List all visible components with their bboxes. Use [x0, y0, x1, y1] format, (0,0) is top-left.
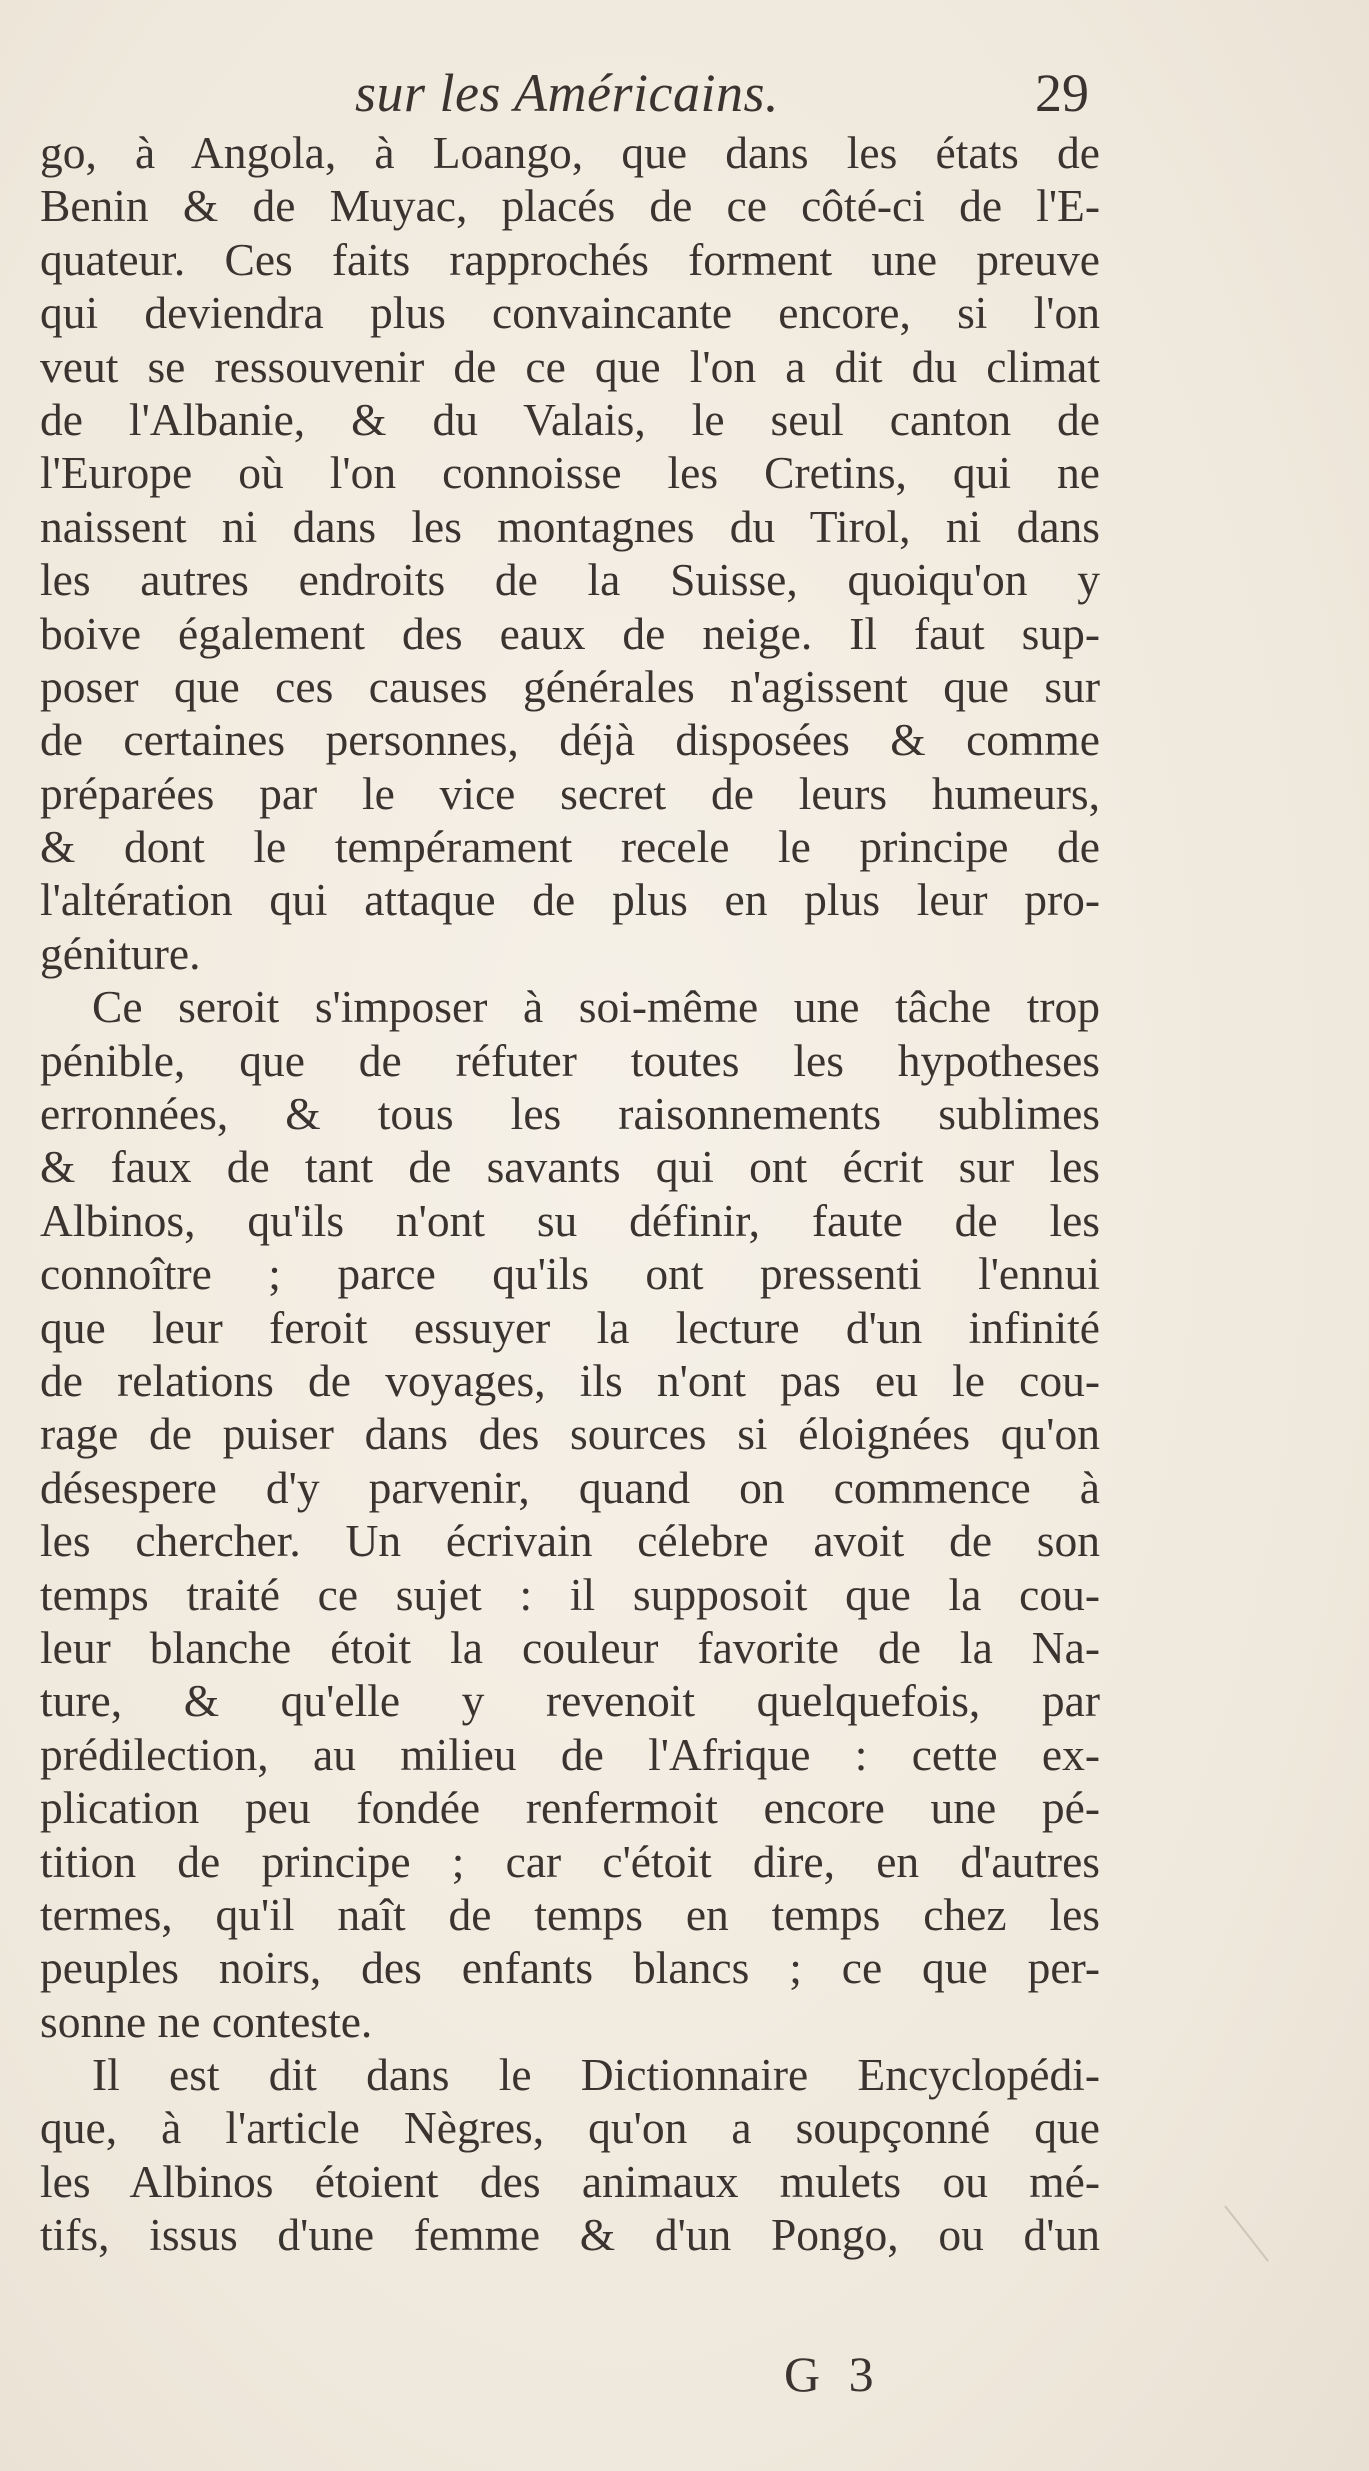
- text-line: pénible, que de réfuter toutes les hypotheses: [40, 1034, 1100, 1086]
- text-line: plication peu fondée renfermoit encore une pé-: [40, 1782, 1100, 1834]
- text-line: préparées par le vice secret de leurs humeurs,: [40, 767, 1100, 819]
- text-line: temps traité ce sujet : il supposoit que la cou-: [40, 1568, 1100, 1620]
- text-line: connoître ; parce qu'ils ont pressenti l'ennui: [40, 1248, 1100, 1300]
- signature-mark: G 3: [784, 2346, 882, 2402]
- text-line: ture, & qu'elle y revenoit quelquefois, par: [40, 1675, 1100, 1727]
- text-line: & faux de tant de savants qui ont écrit sur les: [40, 1141, 1100, 1193]
- text-line: & dont le tempérament recele le principe de: [40, 821, 1100, 873]
- text-line: veut se ressouvenir de ce que l'on a dit du climat: [40, 340, 1100, 392]
- margin-stroke: [1224, 2205, 1269, 2261]
- text-line: leur blanche étoit la couleur favorite de la Na-: [40, 1621, 1100, 1673]
- text-line: de l'Albanie, & du Valais, le seul canton de: [40, 393, 1100, 445]
- paragraph-start-line: Ce seroit s'imposer à soi-même une tâche trop: [92, 981, 1100, 1033]
- text-line: l'altération qui attaque de plus en plus leur pro-: [40, 874, 1100, 926]
- text-line: tition de principe ; car c'étoit dire, en d'autres: [40, 1835, 1100, 1887]
- text-line: Albinos, qu'ils n'ont su définir, faute de les: [40, 1194, 1100, 1246]
- text-line: go, à Angola, à Loango, que dans les états de: [40, 127, 1100, 178]
- text-line: Benin & de Muyac, placés de ce côté-ci de l'E-: [40, 180, 1100, 232]
- text-line: sonne ne conteste.: [40, 1995, 373, 2047]
- running-title: sur les Américains.: [355, 63, 779, 123]
- page-header: [0, 58, 1369, 128]
- text-line: prédilection, au milieu de l'Afrique : cette ex-: [40, 1728, 1100, 1780]
- text-line: tifs, issus d'une femme & d'un Pongo, ou d'un: [40, 2209, 1100, 2261]
- text-line: les autres endroits de la Suisse, quoiqu'on y: [40, 554, 1100, 606]
- text-line: erronnées, & tous les raisonnements sublimes: [40, 1088, 1100, 1140]
- text-line: peuples noirs, des enfants blancs ; ce que per-: [40, 1942, 1100, 1994]
- text-line: naissent ni dans les montagnes du Tirol, ni dans: [40, 500, 1100, 552]
- text-line: géniture.: [40, 927, 201, 979]
- text-line: que, à l'article Nègres, qu'on a soupçonné que: [40, 2102, 1100, 2154]
- text-line: qui deviendra plus convaincante encore, si l'on: [40, 287, 1100, 339]
- text-line: les chercher. Un écrivain célebre avoit de son: [40, 1515, 1100, 1567]
- paragraph-start-line: Il est dit dans le Dictionnaire Encyclopédi-: [92, 2049, 1100, 2101]
- text-line: termes, qu'il naît de temps en temps chez les: [40, 1888, 1100, 1940]
- body-text: [40, 126, 1100, 2262]
- text-line: de relations de voyages, ils n'ont pas eu le cou-: [40, 1354, 1100, 1406]
- text-line: boive également des eaux de neige. Il faut sup-: [40, 607, 1100, 659]
- text-line: l'Europe où l'on connoisse les Cretins, qui ne: [40, 447, 1100, 499]
- page-number: 29: [1035, 63, 1089, 123]
- text-line: rage de puiser dans des sources si éloignées qu'on: [40, 1408, 1100, 1460]
- text-line: de certaines personnes, déjà disposées & comme: [40, 714, 1100, 766]
- text-line: quateur. Ces faits rapprochés forment une preuve: [40, 233, 1100, 285]
- text-line: poser que ces causes générales n'agissent que sur: [40, 660, 1100, 712]
- text-line: désespere d'y parvenir, quand on commence à: [40, 1461, 1100, 1513]
- text-line: les Albinos étoient des animaux mulets ou mé-: [40, 2155, 1100, 2207]
- text-line: que leur feroit essuyer la lecture d'un infinité: [40, 1301, 1100, 1353]
